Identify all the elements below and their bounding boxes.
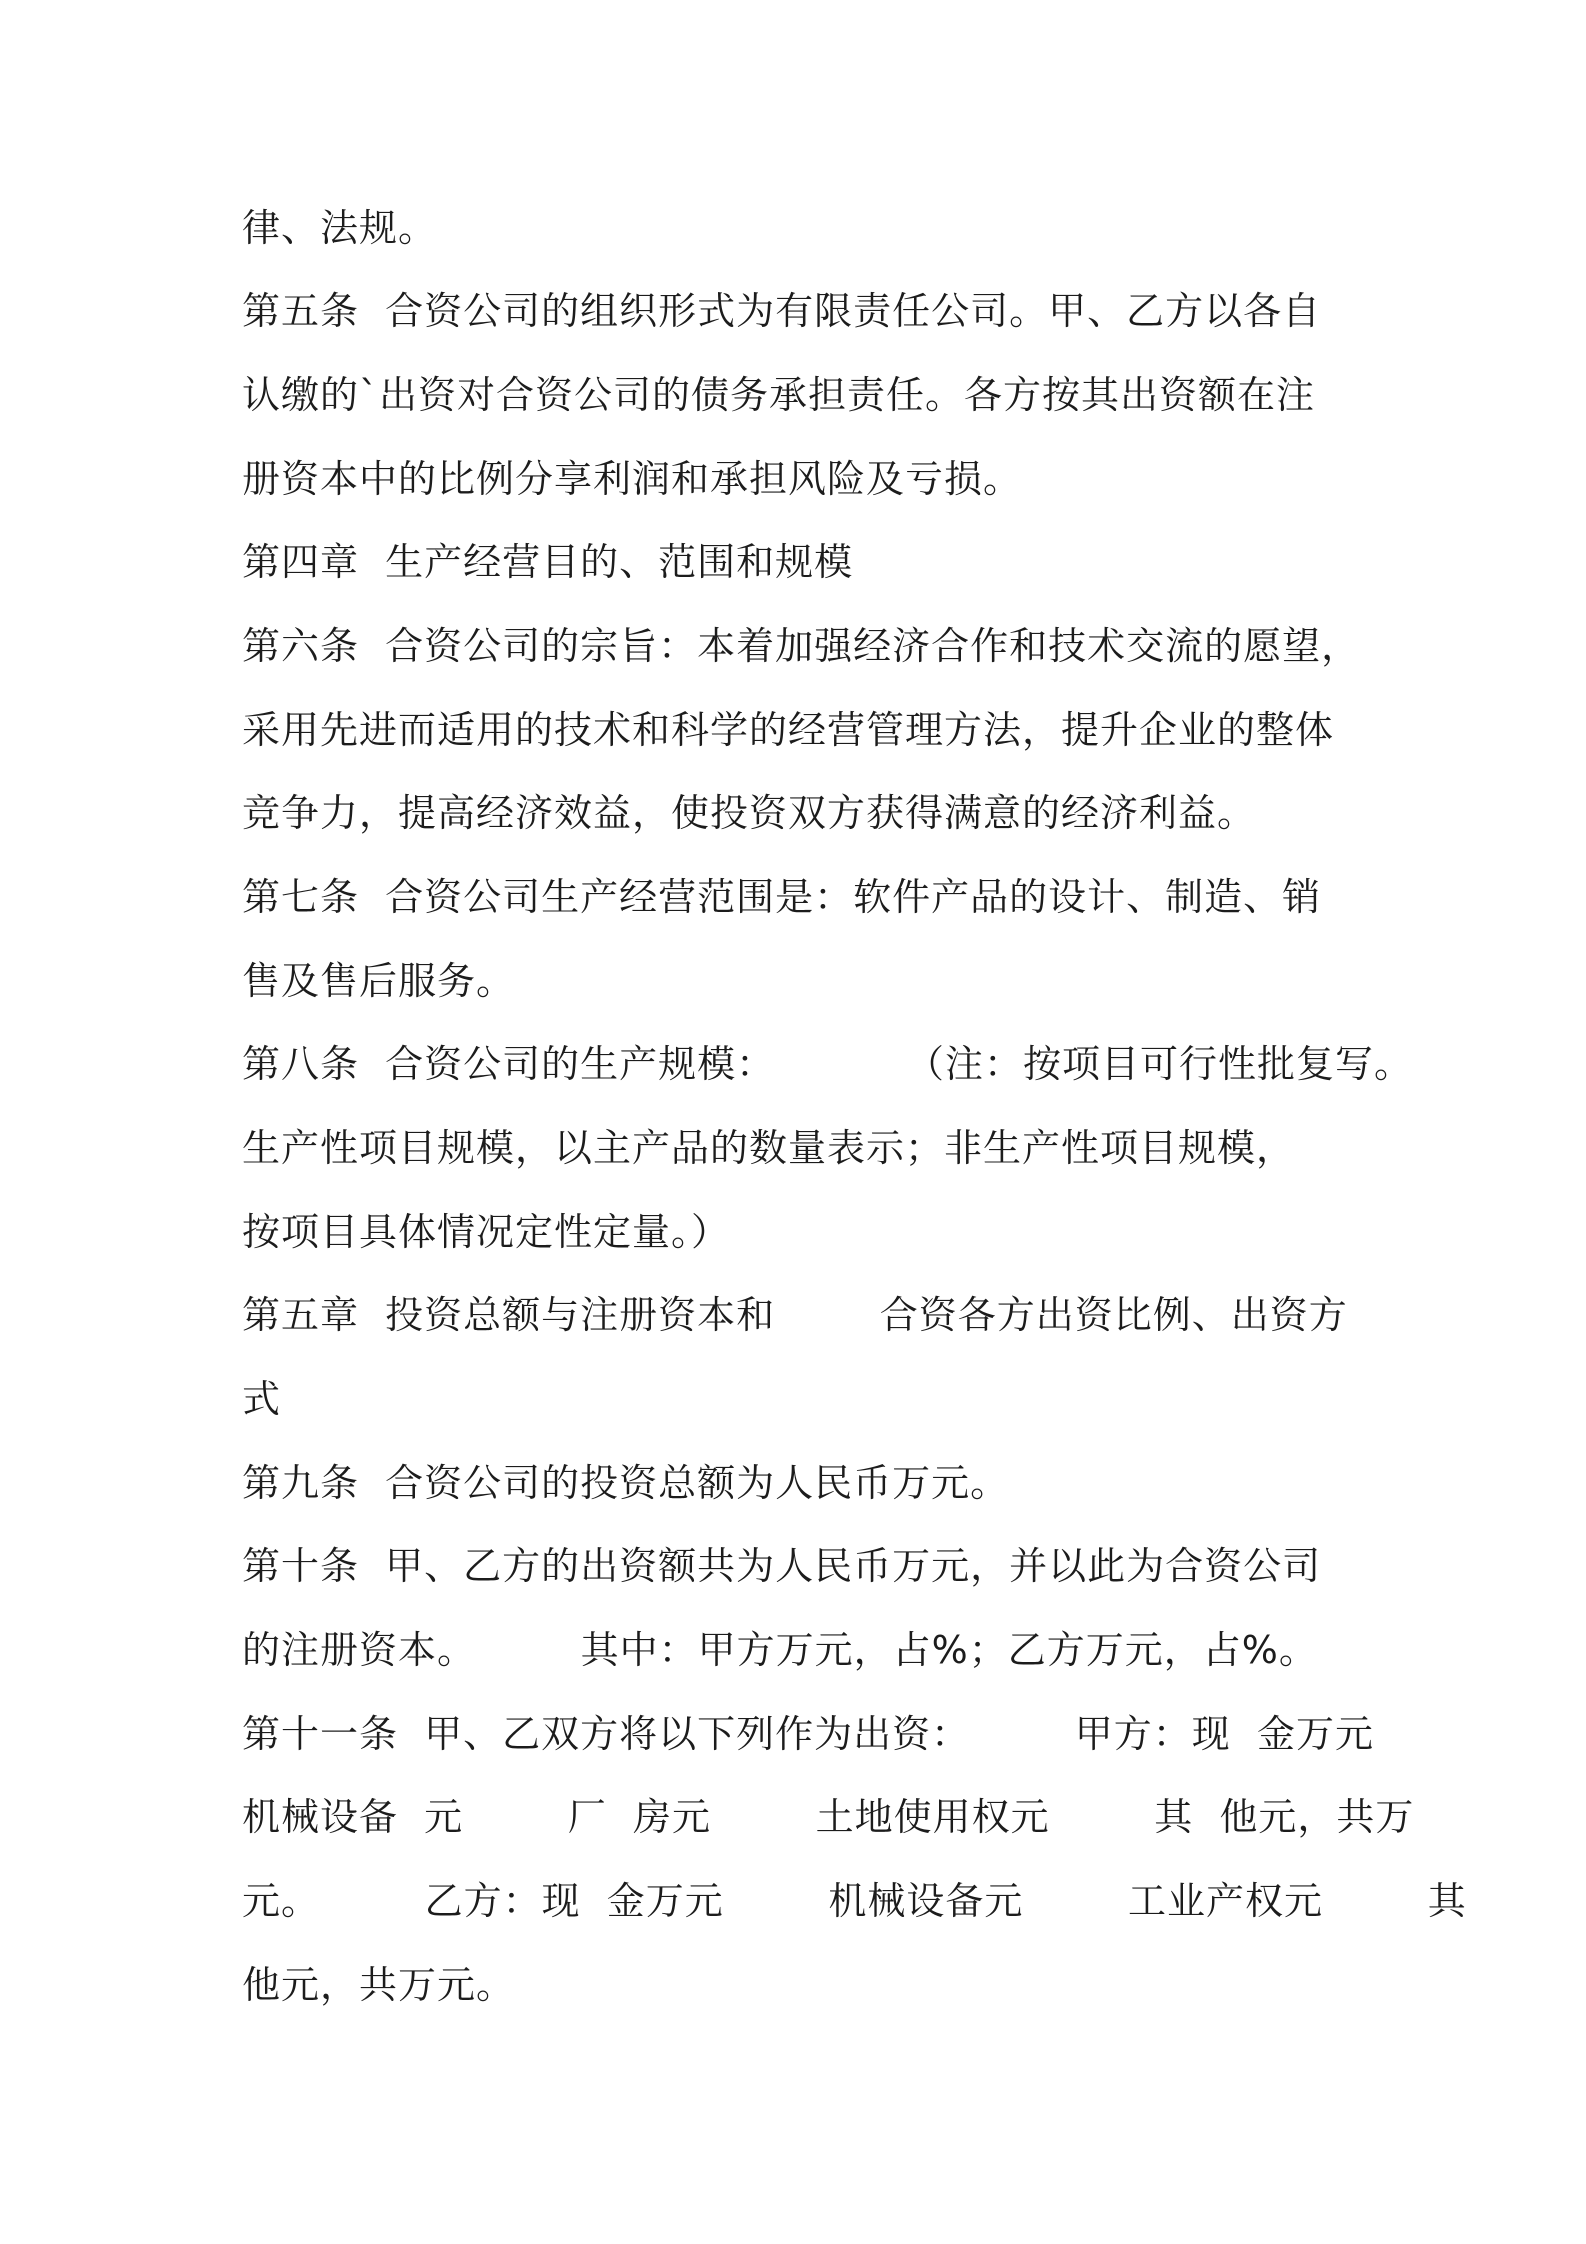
text-line: 售及售后服务。 <box>242 959 516 1003</box>
text-line: 第九条 合资公司的投资总额为人民币万元。 <box>242 1461 1010 1505</box>
text-line: 采用先进而适用的技术和科学的经营管理方法，提升企业的整体 <box>242 708 1335 752</box>
text-line: 生产性项目规模，以主产品的数量表示；非生产性项目规模， <box>242 1126 1296 1170</box>
text-line: 的注册资本。 其中：甲方万元，占%；乙方万元，占%。 <box>242 1628 1318 1672</box>
chapter-heading: 第五章 投资总额与注册资本和 合资各方出资比例、出资方 <box>242 1293 1348 1337</box>
text-line: 律、法规。 <box>242 206 438 250</box>
text-line: 竞争力，提高经济效益，使投资双方获得满意的经济利益。 <box>242 791 1257 835</box>
text-line: 第十条 甲、乙方的出资额共为人民币万元，并以此为合资公司 <box>242 1544 1322 1588</box>
chapter-heading: 第四章 生产经营目的、范围和规模 <box>242 540 854 584</box>
text-line: 第七条 合资公司生产经营范围是：软件产品的设计、制造、销 <box>242 875 1322 919</box>
chapter-heading-continued: 式 <box>242 1377 282 1421</box>
text-line: 第五条 合资公司的组织形式为有限责任公司。甲、乙方以各自 <box>242 289 1322 333</box>
text-line: 第八条 合资公司的生产规模： （注：按项目可行性批复写。 <box>242 1042 1413 1086</box>
text-line: 认缴的`出资对合资公司的债务承担责任。各方按其出资额在注 <box>242 373 1316 417</box>
text-line: 第六条 合资公司的宗旨：本着加强经济合作和技术交流的愿望， <box>242 624 1361 668</box>
text-line: 按项目具体情况定性定量。） <box>242 1210 731 1254</box>
text-line: 册资本中的比例分享利润和承担风险及亏损。 <box>242 457 1023 501</box>
text-line: 机械设备 元 厂 房元 土地使用权元 其 他元，共万 <box>242 1795 1415 1839</box>
text-line: 他元，共万元。 <box>242 1963 516 2007</box>
text-line: 元。 乙方：现 金万元 机械设备元 工业产权元 其 <box>242 1879 1467 1923</box>
text-line: 第十一条 甲、乙双方将以下列作为出资： 甲方：现 金万元 <box>242 1712 1374 1756</box>
